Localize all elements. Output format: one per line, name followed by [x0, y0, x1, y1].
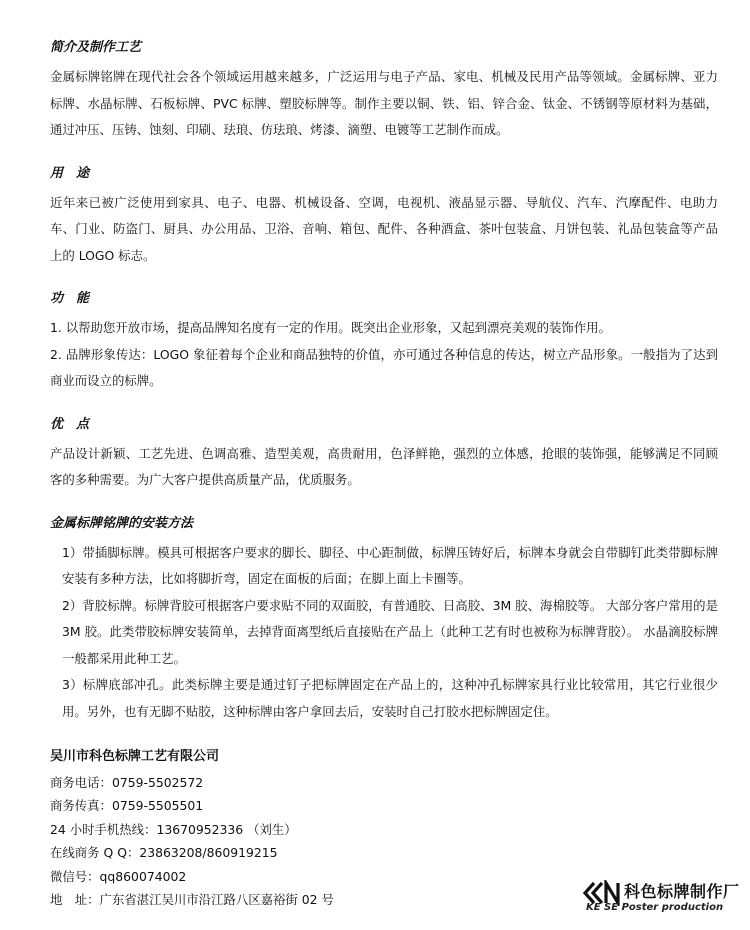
- paragraph: 1）带插脚标牌。模具可根据客户要求的脚长、脚径、中心距制做，标牌压铸好后，标牌本身就会自带脚钉此类带脚标牌安装有多种方法，比如将脚折弯，固定在面板的后面；在脚上面上卡圈等。: [62, 544, 718, 586]
- section-title: 简介及制作工艺: [50, 40, 142, 55]
- section-advantages: [50, 415, 718, 494]
- company-fax: 商务传真：0759-5505501: [50, 798, 204, 814]
- company-hotline: 24 小时手机热线：13670952336 （刘生）: [50, 821, 297, 837]
- company-address: 地 址：广东省湛江吴川市沿江路八区嘉裕街 02 号: [50, 892, 334, 908]
- paragraph: 2. 品牌形象传达：LOGO 象征着每个企业和商品独特的价值，亦可通过各种信息的传达，树立产品形象。一般指为了达到商业而设立的标牌。: [50, 346, 718, 388]
- logo-chinese-name: 科色标牌制作厂: [624, 882, 740, 901]
- company-wechat: 微信号：qq860074002: [50, 868, 187, 884]
- section-title: 用 途: [50, 165, 90, 181]
- paragraph: 2）背胶标牌。标牌背胶可根据客户要求贴不同的双面胶，有普通胶、日高胶、3M 胶、海棉胶等。 大部分客户常用的是 3M 胶。此类带胶标牌安装简单，去掉背面离型纸后直接贴在产品上（此种工艺有时也被称为标牌背胶）。 水晶滴胶标牌一般都采用此种工艺。: [62, 597, 718, 666]
- section-function: [50, 289, 718, 395]
- logo-english-name: KE SE Poster production: [586, 902, 724, 913]
- section-intro: [50, 38, 718, 144]
- paragraph: 1. 以帮助您开放市场，提高品牌知名度有一定的作用。既突出企业形象，又起到漂亮美观的装饰作用。: [50, 320, 611, 335]
- section-title: 金属标牌铭牌的安装方法: [50, 515, 194, 531]
- paragraph: 近年来已被广泛使用到家具、电子、电器、机械设备、空调，电视机、液晶显示器、导航仪、汽车、汽摩配件、电助力车、门业、防盗门、厨具、办公用品、卫浴、音响、箱包、配件、各种酒盒、茶叶包装盒、月饼包装、礼品包装盒等产品上的 LOGO 标志。: [50, 194, 718, 263]
- company-qq: 在线商务 Q Q：23863208/860919215: [50, 845, 278, 861]
- paragraph: 金属标牌铭牌在现代社会各个领域运用越来越多，广泛运用与电子产品、家电、机械及民用产品等领域。金属标牌、亚力标牌、水晶标牌、石板标牌、PVC 标牌、塑胶标牌等。制作主要以铜、铁、铝、锌合金、钛金、不锈钢等原材料为基础，通过冲压、压铸、蚀刻、印刷、珐琅、仿珐琅、烤漆、滴塑、电镀等工艺制作而成。: [50, 69, 718, 137]
- section-title: 优 点: [50, 416, 90, 432]
- document-body: [50, 38, 718, 911]
- section-usage: [50, 164, 718, 270]
- paragraph: 产品设计新颖、工艺先进、色调高雅、造型美观，高贵耐用，色泽鲜艳，强烈的立体感，抢眼的装饰强，能够满足不同顾客的多种需要。为广大客户提供高质量产品，优质服务。: [50, 445, 718, 487]
- section-title: 功 能: [50, 291, 90, 306]
- paragraph: 3）标牌底部冲孔。此类标牌主要是通过钉子把标牌固定在产品上的，这种冲孔标牌家具行业比较常用，其它行业很少用。另外，也有无脚不贴胶，这种标牌由客户拿回去后，安装时自己打胶水把标牌固定住。: [62, 677, 718, 719]
- company-phone: 商务电话：0759-5502572: [50, 775, 204, 790]
- section-installation: [50, 514, 718, 726]
- company-name: 吴川市科色标牌工艺有限公司: [50, 749, 220, 764]
- brand-logo: [582, 878, 740, 920]
